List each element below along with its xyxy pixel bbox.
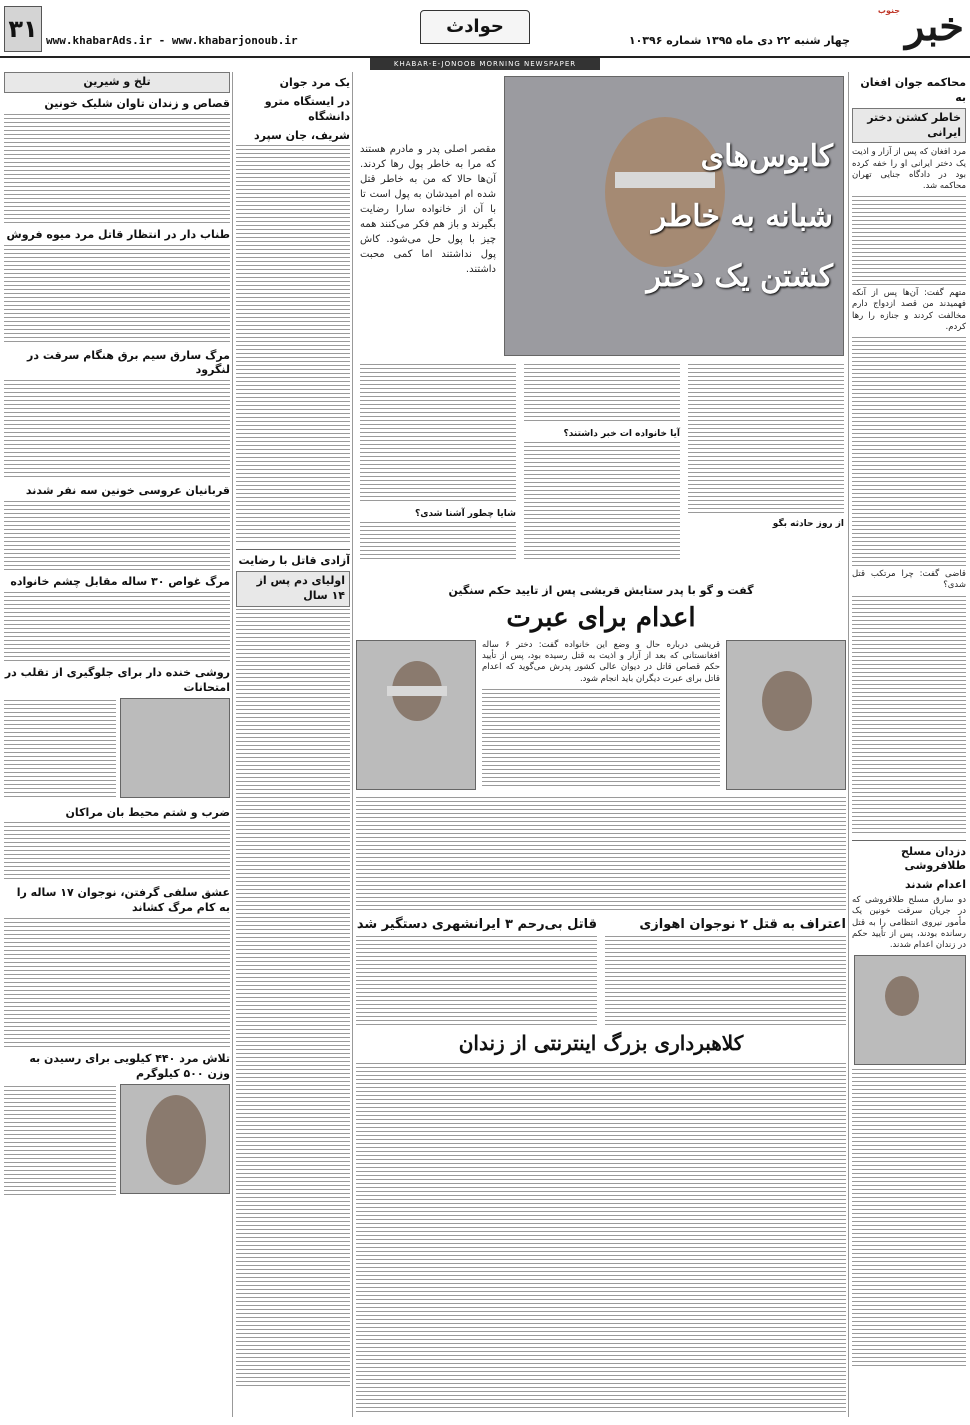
text-block: [4, 592, 230, 662]
left-headline: مرگ غواص ۳۰ ساله مقابل چشم خانواده: [10, 575, 230, 589]
feature-title: اعدام برای عبرت: [506, 602, 696, 633]
text-block: [4, 700, 116, 800]
feature-body: قریشی درباره حال و وضع این خانواده گفت: دختر ۶ ساله افغانستانی که بعد از آزار و اذیت به قتل رسیده بود، پس از تأیید حکم قصاص قاتل در دیوان عالی کشور پدرش می‌گوید که اعدام قاتل برای عبرت دیگران باید انجام شود.: [482, 639, 721, 684]
right-paragraph: قاضی گفت: چرا مرتکب قتل شدی؟: [852, 569, 966, 591]
lead-subhead: از روز حادثه بگو: [772, 519, 844, 529]
logo-subtitle: جنوب: [877, 6, 900, 15]
text-block: [4, 114, 230, 224]
lead-subhead: شایا چطور آشنا شدی؟: [415, 509, 516, 519]
left-headline: قصاص و زندان تاوان شلیک خونین: [44, 96, 230, 110]
text-block: [524, 364, 680, 424]
column-divider: [232, 72, 233, 1417]
column-divider: [848, 72, 849, 1417]
left-headline: روشی خنده دار برای جلوگیری از تقلب در امتحانات: [4, 665, 230, 694]
left-headline: عشق سلفی گرفتن، نوجوان ۱۷ ساله را به کام مرگ کشاند: [16, 886, 230, 915]
feature-kicker: گفت و گو با پدر ستایش قریشی پس از تایید حکم سنگین: [448, 584, 754, 597]
right-headline: محاکمه جوان افغان به: [860, 76, 966, 104]
middle-headline: شریف، جان سپرد: [254, 128, 350, 142]
lead-title-2: شبانه به خاطر: [651, 199, 833, 234]
text-block: [482, 689, 720, 789]
lead-subhead: آیا خانواده ات خبر داشتند؟: [563, 429, 680, 439]
lead-photo: [504, 76, 844, 356]
column-divider: [352, 72, 353, 1417]
text-block: [852, 337, 966, 567]
middle-headline: آزادی قاتل با رضایت: [238, 554, 350, 568]
masthead: [0, 0, 970, 58]
story-title: اعتراف به قتل ۲ نوجوان اهوازی: [639, 917, 846, 932]
right-headline-2: دزدان مسلح طلافروشی: [900, 844, 966, 873]
text-block: [356, 936, 597, 1026]
text-block: [852, 196, 966, 286]
story-photo: [854, 955, 966, 1065]
middle-headline: یک مرد جوان: [279, 76, 350, 89]
right-paragraph: مرد افغان که پس از آزار و اذیت یک دختر ایرانی او را خفه کرده بود در دادگاه جنایی تهران محاکمه شد.: [852, 147, 966, 192]
text-block: [688, 364, 844, 514]
dateline: چهار شنبه ۲۲ دی ماه ۱۳۹۵ شماره ۱۰۳۹۶: [628, 34, 850, 47]
left-headline: قربانیان عروسی خونین سه نفر شدند: [25, 484, 230, 498]
english-strip: KHABAR-E-JONOOB MORNING NEWSPAPER: [370, 58, 600, 70]
lead-title-3: کشتن یک دختر: [646, 259, 833, 294]
weight-photo: [120, 1084, 230, 1194]
lead-caption: مقصر اصلی پدر و مادرم هستند که مرا به خاطر پول رها کردند. آن‌ها حالا که من به خاطر قتل شده ام امیدشان به پول است تا با آن از خانواده سارا رضایت بگیرند و باز هم فکر می‌کنند همه چیز با پول حل می‌شود. کاش پول نداشتند اما کمی محبت داشتند.: [360, 144, 496, 275]
text-block: [852, 1069, 966, 1369]
page-number: ۳۱: [4, 6, 42, 52]
logo: [854, 4, 964, 54]
middle-headline: در ایستگاه مترو دانشگاه: [264, 94, 350, 123]
text-block: [236, 145, 350, 545]
text-block: [4, 501, 230, 571]
left-column: [4, 72, 230, 1417]
right-headline-3: اعدام شدند: [905, 878, 966, 892]
feature-photo-left: [356, 640, 476, 790]
text-block: [360, 364, 516, 504]
bottom-title: کلاهبرداری بزرگ اینترنتی از زندان: [458, 1031, 744, 1055]
middle-column: [236, 72, 350, 1417]
lead-title-1: کابوس‌های: [700, 139, 833, 174]
text-block: [605, 936, 846, 1026]
left-headline: تلاش مرد ۴۴۰ کیلویی برای رسیدن به وزن ۵۰۰ کیلوگرم: [29, 1052, 230, 1080]
exam-photo: [120, 698, 230, 798]
logo-text: خبر: [905, 3, 964, 50]
right-paragraph: دو سارق مسلح طلافروشی که در جریان سرقت خونین یک مأمور نیروی انتظامی را به قتل رسانده بودند، پس از تأیید حکم در زندان اعدام شدند.: [852, 895, 966, 950]
story-title: قاتل بی‌رحم ۳ ایرانشهری دستگیر شد: [356, 917, 597, 932]
text-block: [4, 245, 230, 345]
lead-story: [356, 72, 846, 562]
text-block: [4, 918, 230, 1048]
text-block: [4, 1086, 116, 1196]
feature-photo-right: [726, 640, 846, 790]
section-title: حوادث: [420, 10, 530, 44]
text-block: [236, 609, 350, 1389]
right-subheadline: خاطر کشتن دختر ایرانی: [852, 108, 966, 144]
text-block: [524, 442, 680, 562]
left-section-head: تلخ و شیرین: [4, 72, 230, 93]
text-block: [356, 797, 846, 910]
left-headline: ضرب و شتم محیط بان مراکان: [65, 805, 230, 819]
left-headline: طناب دار در انتظار قاتل مرد میوه فروش: [6, 227, 230, 241]
text-block: [4, 822, 230, 882]
bottom-story: [356, 1030, 846, 1417]
left-headline: مرگ سارق سیم برق هنگام سرقت در لنگرود: [27, 348, 230, 377]
website-line[interactable]: www.khabarAds.ir - www.khabarjonoub.ir: [46, 34, 298, 47]
text-block: [360, 522, 516, 562]
right-paragraph: متهم گفت: آن‌ها پس از آنکه فهمیدند من قصد ازدواج دارم مخالفت کردند و جنازه را رها کردم.: [852, 288, 966, 332]
text-block: [356, 1063, 846, 1413]
two-stories: [356, 912, 846, 1027]
text-block: [4, 380, 230, 480]
middle-subheadline: اولیای دم پس از ۱۴ سال: [236, 571, 350, 607]
right-column: [852, 72, 966, 1417]
feature-story: [356, 580, 846, 910]
text-block: [852, 596, 966, 836]
